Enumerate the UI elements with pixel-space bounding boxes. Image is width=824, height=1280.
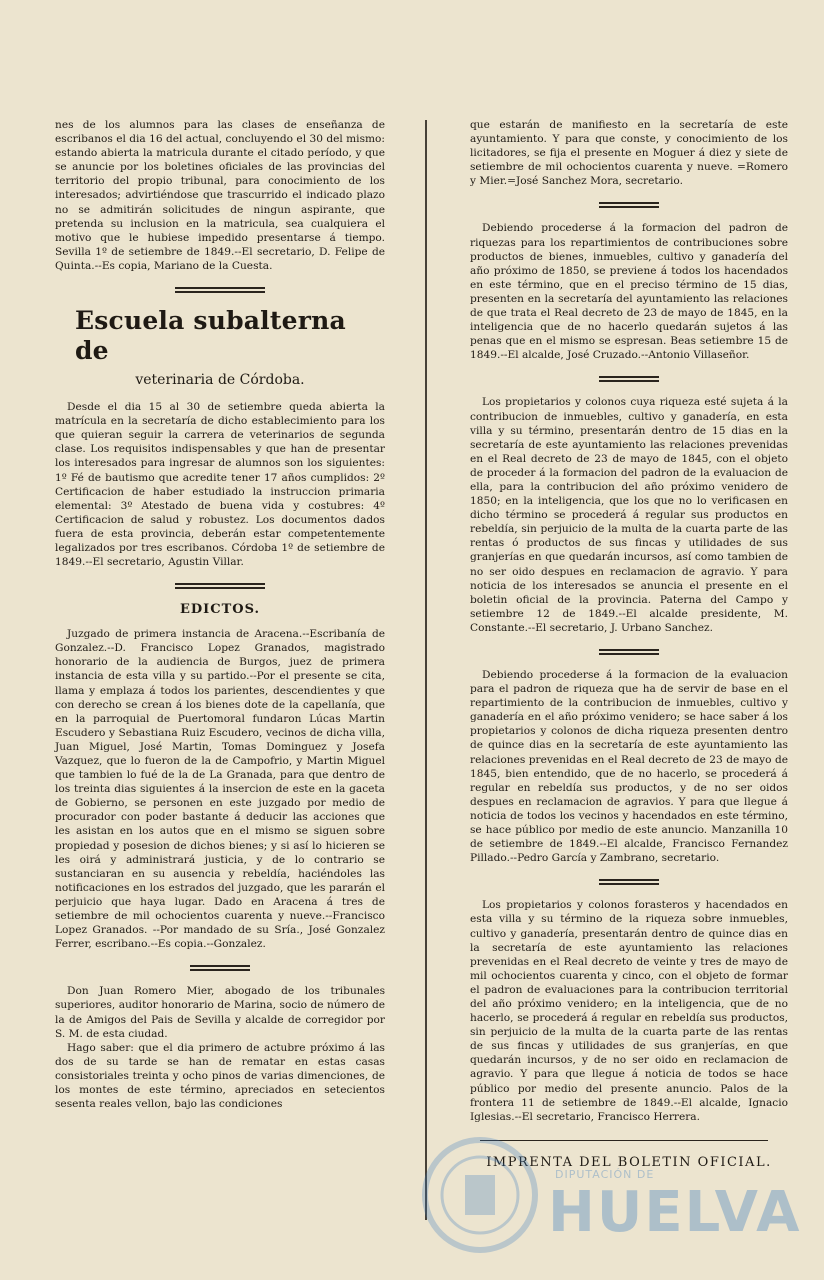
notice-paterna: Los propietarios y colonos cuya riqueza esté sujeta á la contribucion de inmuebles, cultivo y ganadería, en esta villa y su término, presentarán dentro de 15 dias en la secretaría de este ayuntamiento las relaciones prevenidas en el Real decreto de 23 de mayo de 1845, con el objeto de proceder á la formacion del padron de la evaluacion de ella, para la contribucion del año próximo venidero de 1850; en la inteligencia, que los que no lo verificasen en dicho término se procederá á regular sus productos en rebeldía, sin perjuicio de la multa de la cuarta parte de las rentas ó productos de sus fincas y utilidades de sus granjerías en que quedarán incursos, así como tambien de no ser oido despues en reclamacion de agravio. Y para noticia de los interesados se anuncia el presente en el boletin oficial de la provincia. Paterna del Campo y setiembre 12 de 1849.--El alcalde presidente, M. Constante.--El secretario, J. Urbano Sanchez.: [470, 396, 788, 634]
edictos-heading: EDICTOS.: [179, 602, 261, 618]
edict-aracena: Juzgado de primera instancia de Aracena.--Escribanía de Gonzalez.--D. Francisco Lopez Granados, magistrado honorario de la audiencia de Burgos, juez de primera instancia de esta villa y su partido.--Por el presente se cita, llama y emplaza á todos los parientes, descendientes y que con derecho se crean á los bienes dote de la capellanía, que en la parroquial de Puertomoral fundaron Lúcas Martin Escudero y Sebastiana Ruiz Escudero, vecinos de dicha villa, Juan Miguel, José Martin, Tomas Dominguez y Josefa Vazquez, que lo fueron de la de Campofrio, y Martin Miguel que tambien lo fué de la de La Granada, para que dentro de los treinta dias siguientes á la insercion de este en la gaceta de Gobierno, se personen en este juzgado por medio de procurador con poder bastante á deducir las acciones que les asistan en los autos que en el mismo se siguen sobre propiedad y posesion de dichos bienes; y si así lo hicieren se les oirá y administrará justicia, y de lo contrario se sustanciaran en su ausencia y rebeldía, haciéndoles las notificaciones en los estrados del juzgado, que les pararán el perjuicio que haya lugar. Dado en Aracena á tres de setiembre de mil ochocientos cuarenta y nueve.--Francisco Lopez Granados. --Por mandado de su Sría., José Gonzalez Ferrer, escribano.--Es copia.--Gonzalez.: [55, 628, 385, 951]
notice-moguer-cont: que estarán de manifiesto en la secretaría de este ayuntamiento. Y para que conste, y conocimiento de los licitadores, se fija el presente en Moguer á diez y siete de setiembre de mil ochocientos cuarenta y nueve. =Romero y Mier.=José Sanchez Mora, secretario.: [470, 119, 788, 188]
ornament-divider: [599, 376, 659, 383]
ornament-divider: [599, 649, 659, 656]
watermark-text: HUELVA: [548, 1180, 802, 1245]
watermark-subtitle: DIPUTACIÓN DE: [555, 1168, 655, 1181]
section-title: Escuela subalterna de: [75, 306, 346, 366]
section-subtitle: veterinaria de Córdoba.: [135, 372, 305, 389]
edict-moguer-intro: Don Juan Romero Mier, abogado de los tribunales superiores, auditor honorario de Marina, socio de número de la de Amigos del Pais de Sevilla y alcalde de corregidor por S. M. de esta ciudad.: [55, 985, 385, 1040]
ornament-divider: [599, 879, 659, 886]
column-divider: [425, 120, 427, 1220]
notice-palos: Los propietarios y colonos forasteros y hacendados en esta villa y su término de la riqueza sobre inmuebles, cultivo y ganadería, presentarán dentro de quince dias en la secretaría de este ayuntamiento las relaciones prevenidas en el Real decreto de veinte y tres de mayo de mil ochocientos cuarenta y cinco, con el objeto de formar el padron de evaluaciones para la contribucion territorial del año próximo venidero; en la inteligencia, que de no hacerlo, se procederá á regular en rebeldía sus productos, sin perjuicio de la multa de la cuarta parte de las rentas de sus fincas y utilidades de sus granjerías, en que quedarán incursos, y de no ser oido en reclamacion de agravio. Y para que llegue á noticia de todos se hace público por medio del presente anuncio. Palos de la frontera 11 de setiembre de 1849.--El alcalde, Ignacio Iglesias.--El secretario, Francisco Herrera.: [470, 899, 788, 1123]
ornament-divider: [175, 287, 265, 294]
notice-escribanos: nes de los alumnos para las clases de enseñanza de escribanos el dia 16 del actual, concluyendo el 30 del mismo: estando abierta la matricula durante el citado período, y que se anuncie por los boletines oficiales de las provincias del territorio del propio tribunal, para conocimiento de los interesados; advirtiéndose que trascurrido el indicado plazo no se admitirán solicitudes de ningun aspirante, que pretenda su inclusion en la matricula, sea cualquiera el motivo que le hubiese impedido presentarse á tiempo. Sevilla 1º de setiembre de 1849.--El secretario, D. Felipe de Quinta.--Es copia, Mariano de la Cuesta.: [55, 119, 385, 272]
ornament-divider: [599, 202, 659, 209]
imprenta-footer: IMPRENTA DEL BOLETIN OFICIAL.: [486, 1154, 772, 1170]
notice-veterinaria: Desde el dia 15 al 30 de setiembre queda abierta la matrícula en la secretaría de dicho establecimiento para los que quieran seguir la carrera de veterinarios de segunda clase. Los requisitos indispensables y que han de presentar los interesados para ingresar de alumnos son los siguientes: 1º Fé de bautismo que acredite tener 17 años cumplidos: 2º Certificacion de haber estudiado la instruccion primaria elemental: 3º Atestado de buena vida y costubres: 4º Certificacion de salud y robustez. Los documentos dados fuera de esta provincia, deberán estar competentemente legalizados por tres escribanos. Córdoba 1º de setiembre de 1849.--El secretario, Agustin Villar.: [55, 401, 385, 569]
edict-moguer-body: Hago saber: que el dia primero de actubre próximo á las dos de su tarde se han de rematar en estas casas consistoriales treinta y ocho pinos de varias dimenciones, de los montes de este término, apreciados en setecientos sesenta reales vellon, bajo las condiciones: [55, 1041, 385, 1111]
notice-beas: Debiendo procederse á la formacion del padron de riquezas para los repartimientos de contribuciones sobre productos de bienes, inmuebles, cultivo y ganadería del año próximo de 1850, se previene á todos los hacendados en este término, que en el preciso término de 15 dias, presenten en la secretaría del ayuntamiento las relaciones de que trata el Real decreto de 23 de mayo de 1845, en la inteligencia que de no hacerlo quedarán sujetos á las penas que en el mismo se espresan. Beas setiembre 15 de 1849.--El alcalde, José Cruzado.--Antonio Villaseñor.: [470, 222, 788, 362]
ornament-divider: [190, 965, 250, 972]
right-column: [470, 118, 788, 1170]
ornament-divider: [175, 583, 265, 590]
left-column: [55, 118, 385, 1111]
notice-manzanilla: Debiendo procederse á la formacion de la evaluacion para el padron de riqueza que ha de servir de base en el repartimiento de la contribucion de inmuebles, cultivo y ganadería en el año próximo venidero; se hace saber á los propietarios y colonos de dicha riqueza presenten dentro de quince dias en la secretaría de este ayuntamiento las relaciones prevenidas en el Real decreto de 23 de mayo de 1845, bien entendido, que de no hacerlo, se procederá á regular en rebeldía sus productos, y de no ser oidos despues en reclamacion de agravios. Y para que llegue á noticia de todos los vecinos y hacendados en este término, se hace público por medio de este anuncio. Manzanilla 10 de setiembre de 1849.--El alcalde, Francisco Fernandez Pillado.--Pedro García y Zambrano, secretario.: [470, 669, 788, 865]
